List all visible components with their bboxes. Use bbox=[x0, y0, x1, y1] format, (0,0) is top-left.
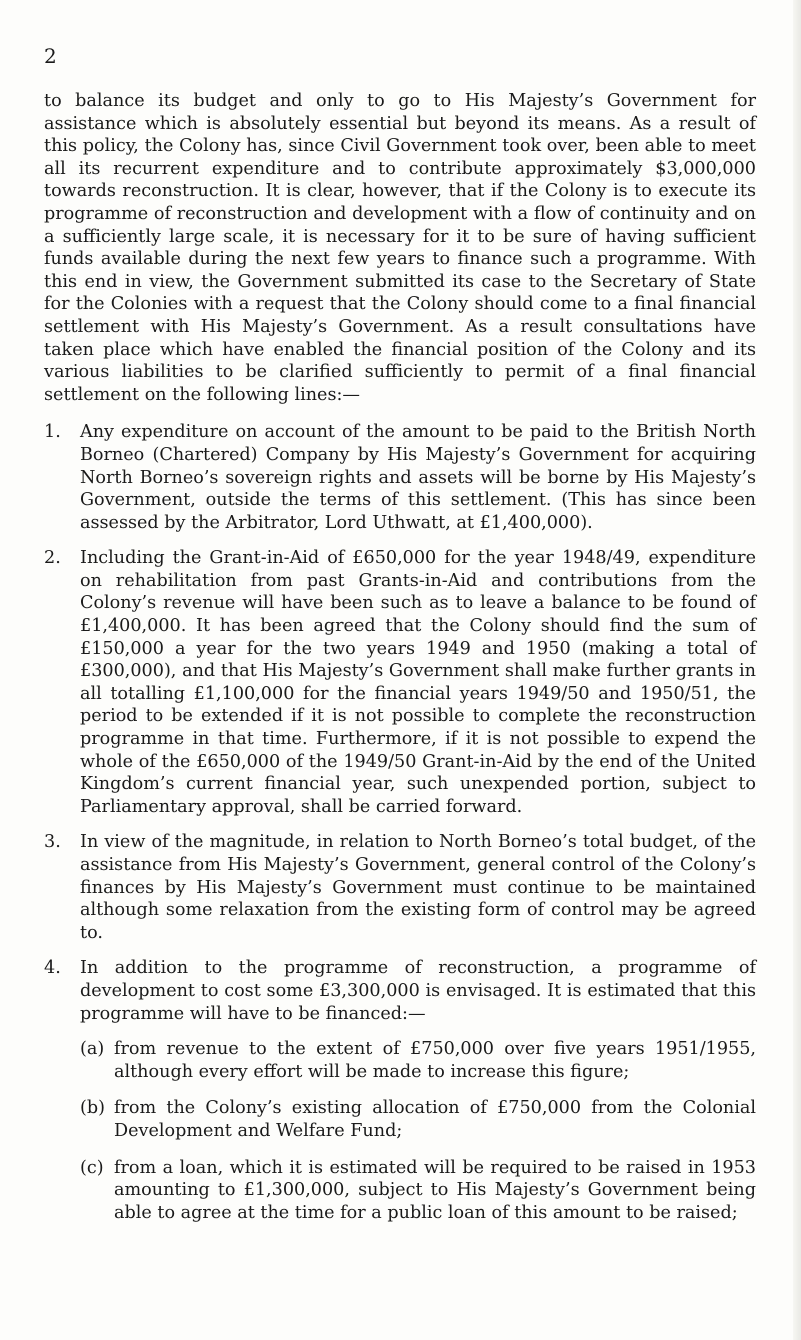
scan-edge-shadow bbox=[793, 0, 801, 1340]
sub-item-text: from the Colony’s existing allocation of £750,000 from the Colonial Development and Welfare Fund; bbox=[114, 1098, 756, 1141]
item-number: 4. bbox=[44, 958, 61, 979]
numbered-item-1 bbox=[44, 421, 756, 534]
sub-item-c bbox=[44, 1157, 756, 1225]
sub-item-label: (c) bbox=[80, 1157, 104, 1178]
numbered-item-4 bbox=[44, 957, 756, 1025]
sub-item-label: (b) bbox=[80, 1098, 105, 1119]
sub-item-label: (a) bbox=[80, 1039, 105, 1060]
document-body bbox=[44, 90, 756, 1238]
item-text: Any expenditure on account of the amount to be paid to the British North Borneo (Chartered) Company by His Majesty’s Government for acquiring North Borneo’s sovereign rights and assets will be borne by His Majesty’s Government, outside the terms of this settlement. (This has since been assessed by the Arbitrator, Lord Uthwatt, at £1,400,000). bbox=[80, 422, 756, 533]
page-number: 2 bbox=[44, 44, 57, 68]
item-number: 1. bbox=[44, 422, 61, 443]
item-text: In addition to the programme of reconstruction, a programme of development to cost some £3,300,000 is envisaged. It is estimated that this programme will have to be financed:— bbox=[80, 958, 756, 1024]
item-text: Including the Grant-in-Aid of £650,000 for the year 1948/49, expenditure on rehabilitation from past Grants-in-Aid and contributions from the Colony’s revenue will have been such as to leave a balance to be found of £1,400,000. It has been agreed that the Colony should find the sum of £150,000 a year for the two years 1949 and 1950 (making a total of £300,000), and that His Majesty’s Government shall make further grants in all totalling £1,100,000 for the financial years 1949/50 and 1950/51, the period to be extended if it is not possible to complete the reconstruction programme in that time. Furthermore, if it is not possible to expend the whole of the £650,000 of the 1949/50 Grant-in-Aid by the end of the United Kingdom’s current financial year, such unexpended portion, subject to Parliamentary approval, shall be carried forward. bbox=[80, 548, 756, 817]
item-number: 2. bbox=[44, 548, 61, 569]
item-number: 3. bbox=[44, 832, 61, 853]
sub-item-text: from revenue to the extent of £750,000 over five years 1951/1955, although every effort will be made to increase this figure; bbox=[114, 1039, 756, 1082]
intro-paragraph: to balance its budget and only to go to His Majesty’s Government for assistance which is absolutely essential but beyond its means. As a result of this policy, the Colony has, since Civil Government took over, been able to meet all its recurrent expenditure and to contribute approximately $3,000,000 towards reconstruction. It is clear, however, that if the Colony is to execute its programme of reconstruction and development with a flow of continuity and on a sufficiently large scale, it is necessary for it to be sure of having sufficient funds available during the next few years to finance such a programme. With this end in view, the Government submitted its case to the Secretary of State for the Colonies with a request that the Colony should come to a final financial settlement with His Majesty’s Government. As a result consultations have taken place which have enabled the financial position of the Colony and its various liabilities to be clarified sufficiently to permit of a final financial settlement on the following lines:— bbox=[44, 91, 756, 405]
sub-item-text: from a loan, which it is estimated will be required to be raised in 1953 amounting to £1,300,000, subject to His Majesty’s Government being able to agree at the time for a public loan of this amount to be raised; bbox=[114, 1157, 756, 1223]
numbered-item-2 bbox=[44, 547, 756, 818]
sub-item-a bbox=[44, 1038, 756, 1083]
sub-item-b bbox=[44, 1097, 756, 1142]
item-text: In view of the magnitude, in relation to North Borneo’s total budget, of the assistance from His Majesty’s Government, general control of the Colony’s finances by His Majesty’s Government must continue to be maintained although some relaxation from the existing form of control may be agreed to. bbox=[80, 832, 756, 943]
numbered-item-3 bbox=[44, 831, 756, 944]
